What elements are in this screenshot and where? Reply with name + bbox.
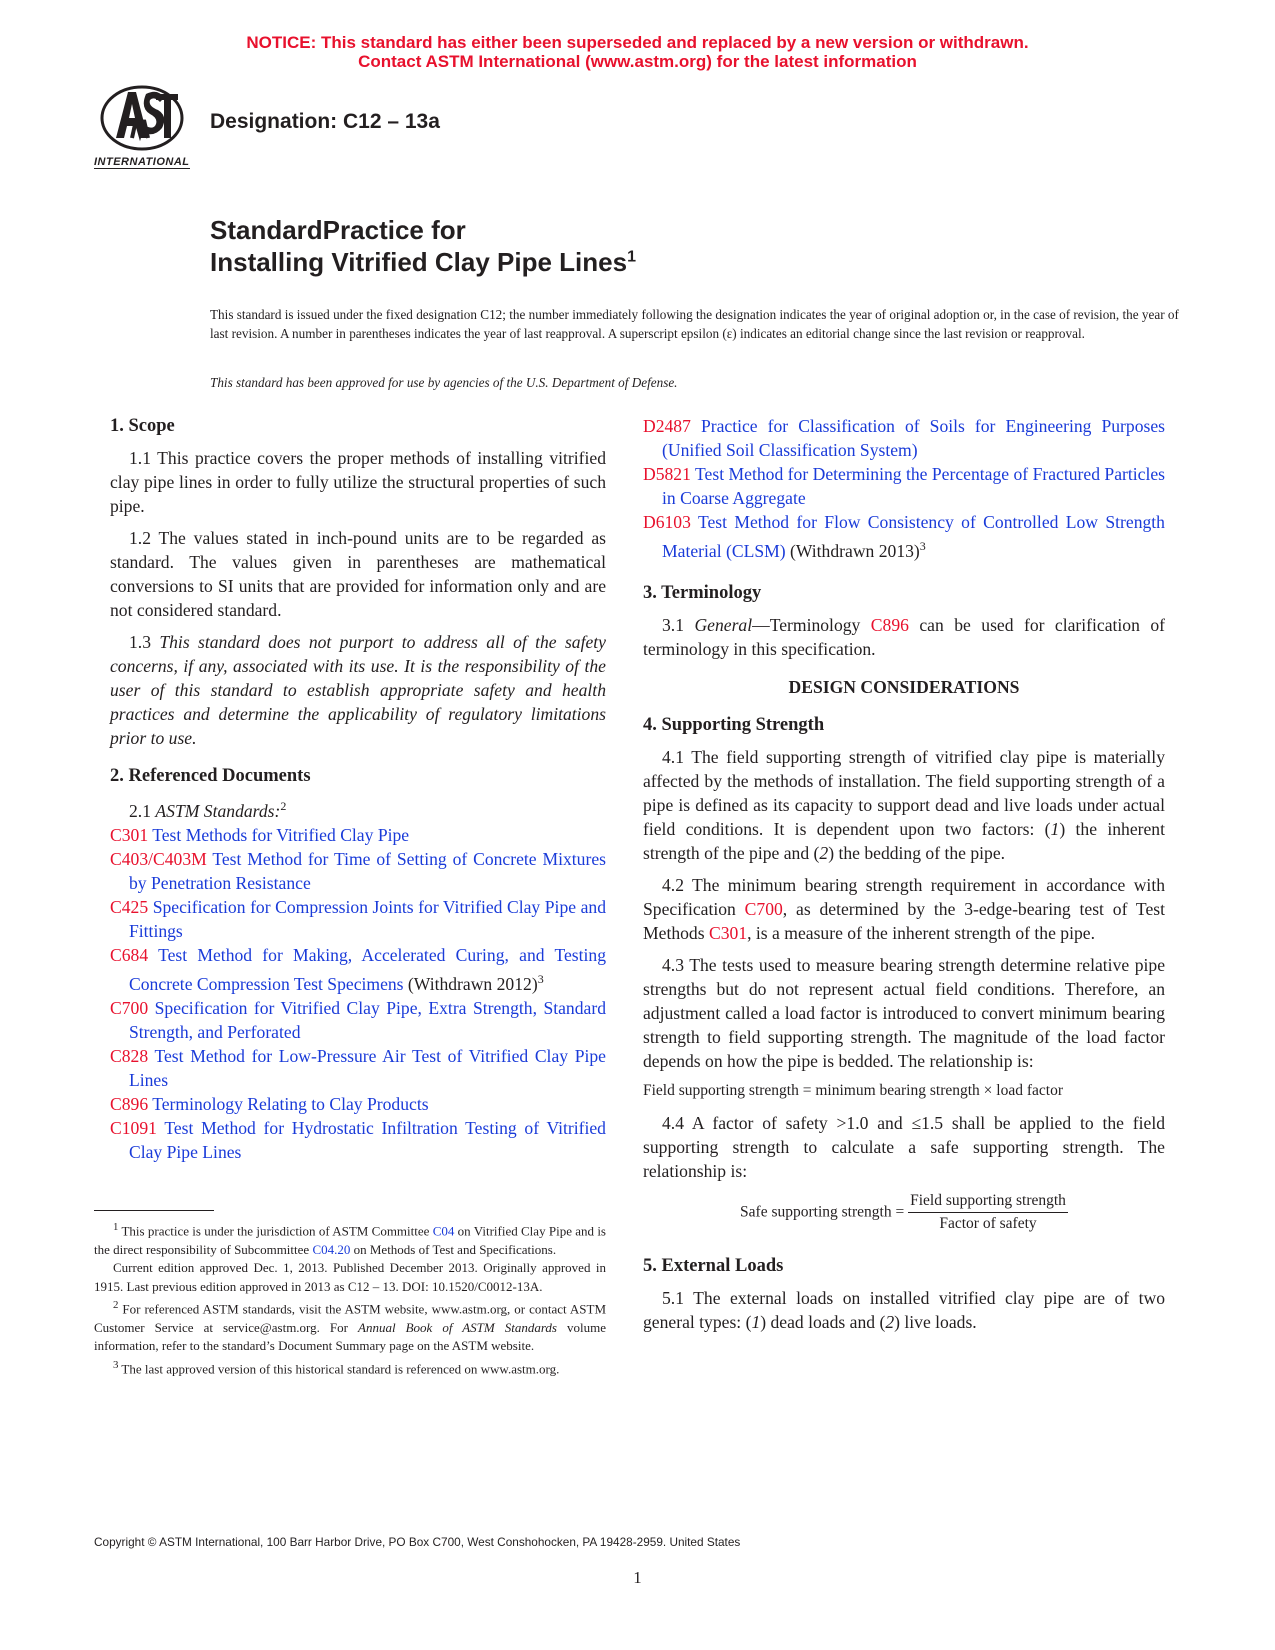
ref-footnote-mark: 3 xyxy=(919,539,926,553)
ref-item[interactable] xyxy=(110,1044,606,1092)
supporting-4-1 xyxy=(643,745,1165,865)
p-4-1-c: ) the bedding of the pipe. xyxy=(828,842,1006,863)
scope-1-3-text: This standard does not purport to address all of the safety concerns, if any, associated with its use. It is the responsibility of the user of this standard to establish appropriate safety and health practices and determine the applicability of regulatory limitations prior to use. xyxy=(110,632,606,748)
astm-logo xyxy=(94,80,200,172)
p-4-2-c: , is a measure of the inherent strength of the pipe. xyxy=(747,922,1095,943)
designation: Designation: C12 – 13a xyxy=(210,110,440,133)
p-4-1-n1: 1 xyxy=(1050,818,1060,839)
ref-item[interactable] xyxy=(110,943,606,996)
ref-item[interactable] xyxy=(110,1116,606,1164)
footnote-2-italic: Annual Book of ASTM Standards xyxy=(358,1319,557,1335)
ref-code[interactable]: C403/C403M xyxy=(110,848,207,869)
p-5-1-a: 5.1 The external loads on installed vitrified clay pipe are of two general types: ( xyxy=(643,1287,1165,1332)
committee-link[interactable]: C04 xyxy=(432,1223,455,1239)
footnote-1-mark: 1 xyxy=(113,1221,119,1233)
ref-item[interactable] xyxy=(110,895,606,943)
footnote-1 xyxy=(94,1218,606,1259)
p-4-1-b: ) the inherent strength of the pipe and ( xyxy=(643,818,1165,863)
ref-code[interactable]: D5821 xyxy=(643,464,691,484)
ref-item[interactable] xyxy=(643,510,1165,563)
equation-numerator: Field supporting strength xyxy=(908,1191,1068,1213)
ref-title[interactable]: Specification for Compression Joints for Vitrified Clay Pipe and Fittings xyxy=(129,896,607,941)
supporting-strength-heading: 4. Supporting Strength xyxy=(643,714,825,735)
equation-safe-strength xyxy=(643,1191,1165,1234)
ref-code[interactable]: D6103 xyxy=(643,512,691,532)
footnote-1-text-b: on Vitrified Clay Pipe and is the direct responsibility of Subcommittee xyxy=(94,1223,606,1257)
design-considerations-heading: DESIGN CONSIDERATIONS xyxy=(788,676,1020,697)
subheading-label: ASTM Standards: xyxy=(155,800,281,821)
equation-field-strength: Field supporting strength = minimum bearing strength × load factor xyxy=(643,1081,1063,1099)
terminology-number: 3.1 xyxy=(662,614,684,635)
footnote-3-text: The last approved version of this historical standard is referenced on www.astm.org. xyxy=(118,1360,560,1376)
footnote-2 xyxy=(94,1296,606,1356)
notice-line-1: NOTICE: This standard has either been superseded and replaced by a new version or withdrawn. xyxy=(246,33,1029,52)
p-5-1-b: ) dead loads and ( xyxy=(760,1311,886,1332)
p-5-1-n1: 1 xyxy=(751,1311,761,1332)
ref-title[interactable]: Test Method for Time of Setting of Concrete Mixtures by Penetration Resistance xyxy=(129,848,606,893)
ref-withdrawn-note: (Withdrawn 2012) xyxy=(403,973,538,994)
footnote-1-edition: Current edition approved Dec. 1, 2013. Published December 2013. Originally approved in 1915. Last previous edition approved in 2013 as C12 – 13. DOI: 10.1520/C0012-13A. xyxy=(94,1260,606,1294)
ref-item[interactable] xyxy=(643,414,1165,462)
title-footnote-mark: 1 xyxy=(627,248,636,266)
withdrawal-notice xyxy=(0,33,1275,71)
terminology-link[interactable]: C896 xyxy=(870,614,909,635)
title-text: Installing Vitrified Clay Pipe Lines xyxy=(210,247,628,277)
ref-code[interactable]: C425 xyxy=(110,896,149,917)
refdocs-heading: 2. Referenced Documents xyxy=(110,766,311,786)
supporting-4-3: 4.3 The tests used to measure bearing strength determine relative pipe strengths but do not represent actual field conditions. Therefore, an adjustment called a load factor is introduced to convert minimum bearing strength to field supporting strength. The magnitude of the load factor depends on how the pipe is bedded. The relationship is: xyxy=(643,954,1165,1071)
subheading-footnote-mark: 2 xyxy=(280,799,287,813)
scope-heading: 1. Scope xyxy=(110,416,175,436)
scope-1-3-number: 1.3 xyxy=(129,632,151,652)
terminology-heading: 3. Terminology xyxy=(643,582,762,603)
ref-code[interactable]: C1091 xyxy=(110,1117,157,1138)
title-line-2 xyxy=(210,246,636,278)
footnote-1-text-c: on Methods of Test and Specifications. xyxy=(350,1241,557,1257)
ref-item[interactable] xyxy=(110,847,606,895)
terminology-text-a: —Terminology xyxy=(752,614,871,635)
ref-title[interactable]: Test Methods for Vitrified Clay Pipe xyxy=(152,824,410,845)
equation-lhs: Safe supporting strength = xyxy=(740,1203,905,1221)
ref-item[interactable] xyxy=(110,1092,606,1116)
equation-denominator: Factor of safety xyxy=(939,1214,1037,1232)
ref-code[interactable]: C700 xyxy=(110,997,149,1018)
c700-link[interactable]: C700 xyxy=(744,898,783,919)
terminology-text-b: can be used for clarification of terminology in this specification. xyxy=(643,614,1165,659)
title-line-1: StandardPractice for xyxy=(210,215,466,245)
page-number: 1 xyxy=(633,1568,642,1587)
c301-link[interactable]: C301 xyxy=(708,922,748,943)
ref-title[interactable]: Practice for Classification of Soils for Engineering Purposes (Unified Soil Classification System) xyxy=(662,416,1166,460)
left-column xyxy=(110,414,606,1164)
external-5-1 xyxy=(643,1286,1165,1334)
ref-code[interactable]: C828 xyxy=(110,1045,149,1066)
ref-code[interactable]: D2487 xyxy=(643,416,691,436)
astm-standards-subheading xyxy=(110,794,606,823)
ref-item[interactable] xyxy=(110,823,606,847)
issued-note: This standard is issued under the fixed designation C12; the number immediately following the designation indicates the year of original adoption or, in the case of revision, the year of last revision. A number in parentheses indicates the year of last reapproval. A superscript epsilon (ε) indicates an editorial change since the last revision or reapproval. xyxy=(210,307,1179,341)
ref-code[interactable]: C684 xyxy=(110,944,149,965)
p-4-1-n2: 2 xyxy=(819,842,829,863)
supporting-4-4: 4.4 A factor of safety >1.0 and ≤1.5 shall be applied to the field supporting strength to calculate a safe supporting strength. The relationship is: xyxy=(643,1112,1165,1181)
terminology-3-1 xyxy=(643,613,1165,661)
dod-note: This standard has been approved for use by agencies of the U.S. Department of Defense. xyxy=(210,375,678,390)
ref-title[interactable]: Terminology Relating to Clay Products xyxy=(152,1093,429,1114)
footnote-rule xyxy=(94,1210,214,1211)
subcommittee-link[interactable]: C04.20 xyxy=(312,1241,351,1257)
footnotes xyxy=(94,1218,606,1378)
footnote-2-text-b: volume information, refer to the standard’s Document Summary page on the ASTM website. xyxy=(94,1319,607,1354)
footnote-3-mark: 3 xyxy=(113,1358,119,1371)
equation-fraction xyxy=(908,1191,1068,1234)
ref-code[interactable]: C301 xyxy=(110,824,149,845)
footnote-1-text-a: This practice is under the jurisdiction of ASTM Committee xyxy=(118,1223,433,1239)
ref-title[interactable]: Test Method for Flow Consistency of Controlled Low Strength Material (CLSM) xyxy=(662,512,1165,561)
scope-1-2: 1.2 The values stated in inch-pound units are to be regarded as standard. The values given in parentheses are mathematical conversions to SI units that are provided for information only and are not considered standard. xyxy=(110,528,606,620)
copyright-footer: Copyright © ASTM International, 100 Barr Harbor Drive, PO Box C700, West Conshohocken, PA 19428-2959. United States xyxy=(94,1535,741,1549)
ref-title[interactable]: Test Method for Determining the Percentage of Fractured Particles in Coarse Aggregate xyxy=(662,464,1165,508)
ref-item[interactable] xyxy=(110,996,606,1044)
terminology-label: General xyxy=(694,614,753,635)
scope-1-1: 1.1 This practice covers the proper methods of installing vitrified clay pipe lines in order to fully utilize the structural properties of such pipe. xyxy=(110,448,606,516)
p-4-2-a: 4.2 The minimum bearing strength requirement in accordance with Specification xyxy=(643,874,1165,919)
ref-footnote-mark: 3 xyxy=(537,971,544,986)
ref-withdrawn-note: (Withdrawn 2013) xyxy=(785,540,920,561)
ref-title[interactable]: Test Method for Making, Accelerated Curing, and Testing Concrete Compression Test Specimens xyxy=(129,944,606,994)
footnote-3 xyxy=(94,1356,606,1379)
footnote-2-text-a: For referenced ASTM standards, visit the ASTM website, www.astm.org, or contact ASTM Customer Service at service@astm.org. For xyxy=(94,1301,606,1335)
p-5-1-n2: 2 xyxy=(885,1311,895,1332)
right-column xyxy=(643,414,1165,1334)
scope-1-3 xyxy=(110,630,606,750)
ref-title[interactable]: Test Method for Hydrostatic Infiltration Testing of Vitrified Clay Pipe Lines xyxy=(129,1117,606,1162)
footnote-2-mark: 2 xyxy=(113,1298,119,1311)
p-4-1-a: 4.1 The field supporting strength of vitrified clay pipe is materially affected by the methods of installation. The field supporting strength of a pipe is defined as its capacity to support dead and live loads under actual field conditions. It is dependent upon two factors: ( xyxy=(643,746,1165,839)
ref-code[interactable]: C896 xyxy=(110,1093,149,1114)
logo-label: INTERNATIONAL xyxy=(94,156,190,168)
document-title xyxy=(210,214,636,278)
ref-title[interactable]: Test Method for Low-Pressure Air Test of Vitrified Clay Pipe Lines xyxy=(129,1045,606,1090)
p-5-1-c: ) live loads. xyxy=(894,1311,977,1332)
p-4-2-b: , as determined by the 3-edge-bearing test of Test Methods xyxy=(643,898,1165,943)
supporting-4-2 xyxy=(643,873,1165,945)
ref-item[interactable] xyxy=(643,462,1165,510)
external-loads-heading: 5. External Loads xyxy=(643,1255,784,1276)
notice-line-2: Contact ASTM International (www.astm.org) for the latest information xyxy=(358,52,917,71)
subheading-number: 2.1 xyxy=(129,800,151,821)
ref-title[interactable]: Specification for Vitrified Clay Pipe, Extra Strength, Standard Strength, and Perforated xyxy=(129,997,606,1042)
